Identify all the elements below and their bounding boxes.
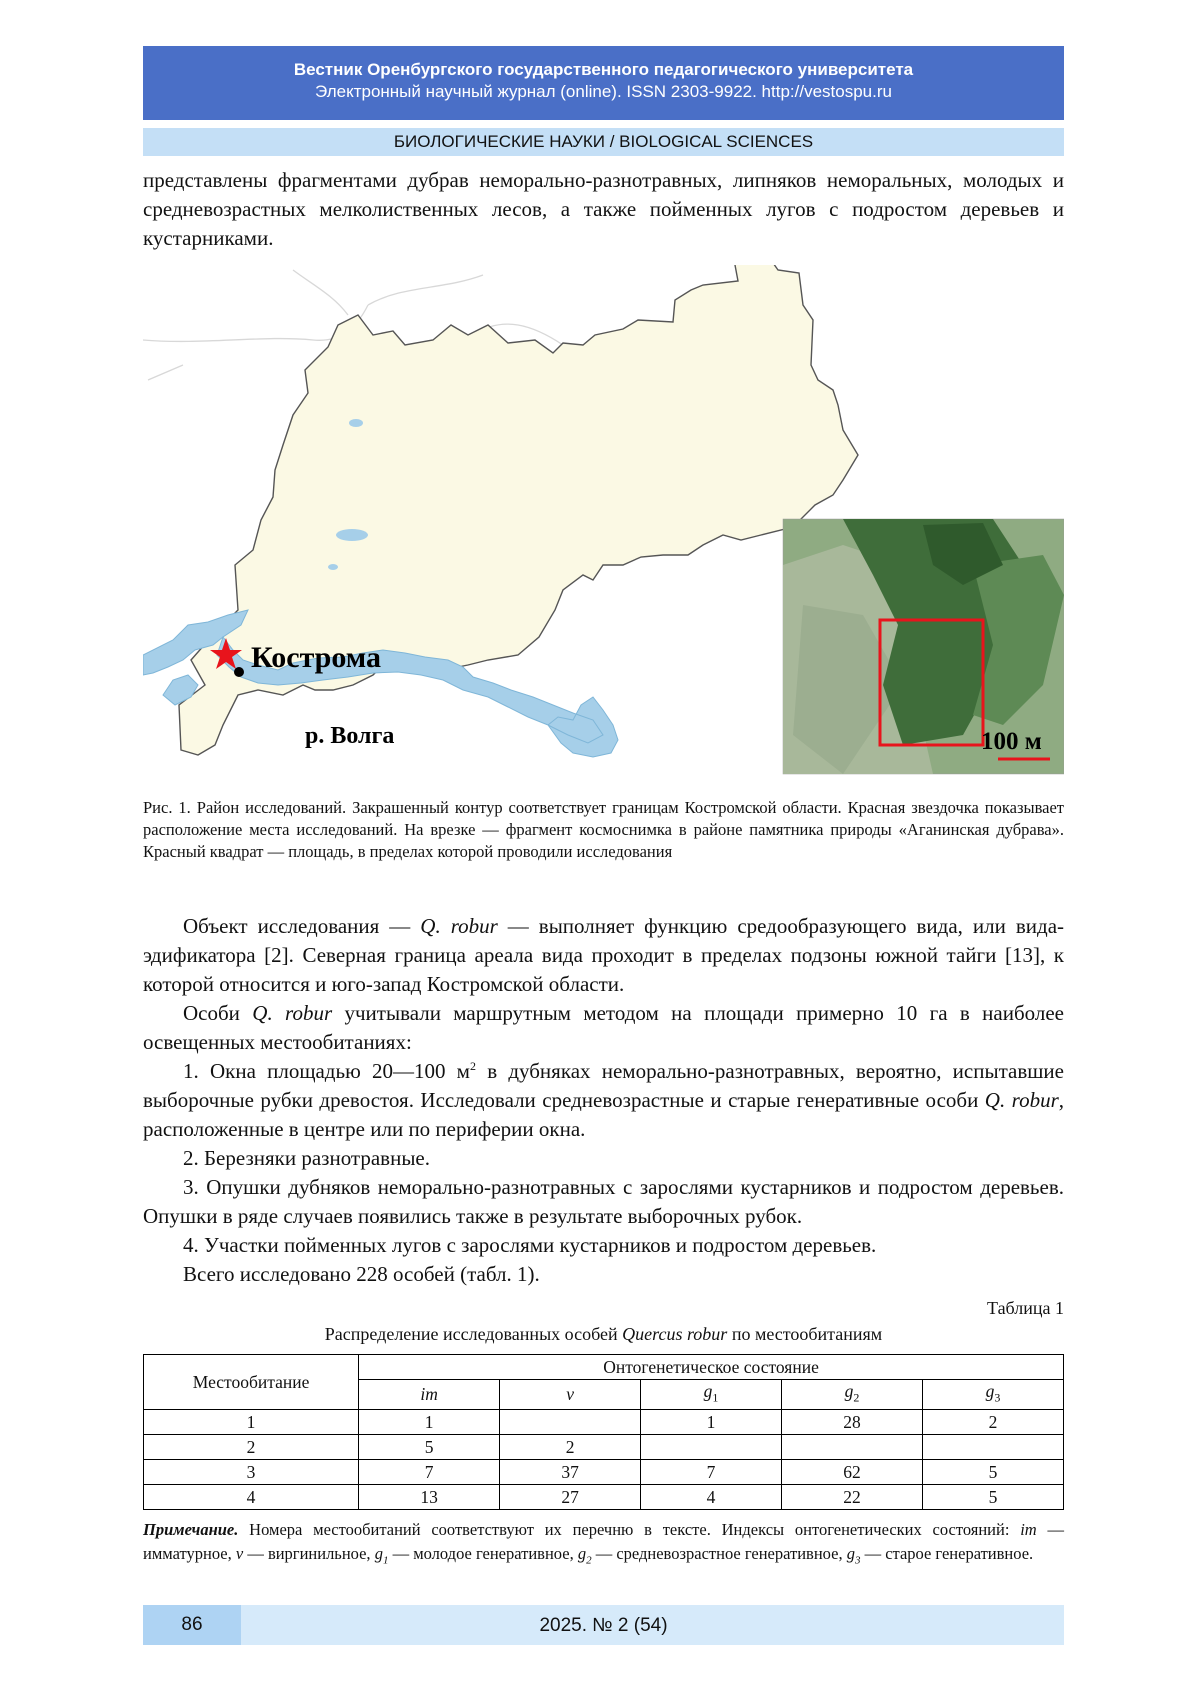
city-dot-icon [234, 667, 244, 677]
body-paragraph-4: 2. Березняки разнотравные. [183, 1146, 431, 1170]
figure-caption: Рис. 1. Район исследований. Закрашенный контур соответствует границам Костромской области. Красная звездочка показывает расположение места исследований. На врезке — фрагмент космоснимка в районе памятника природы «Аганинская дубрава». Красный квадрат — площадь, в пределах которой проводили исследования [143, 798, 1064, 861]
intro-paragraph [143, 166, 1064, 253]
table-cell: 5 [923, 1459, 1064, 1484]
table-cell [500, 1409, 641, 1434]
city-label: Кострома [251, 641, 382, 674]
table-cell: 5 [923, 1484, 1064, 1509]
table-cell: 2 [500, 1434, 641, 1459]
col-header-habitat: Местообитание [144, 1355, 359, 1410]
body-text [143, 912, 1064, 1289]
bg-boundary-line [368, 275, 483, 305]
table-cell [641, 1434, 782, 1459]
table-cell: 2 [923, 1409, 1064, 1434]
table-cell: 27 [500, 1484, 641, 1509]
lake [328, 564, 338, 570]
table-cell: 7 [359, 1459, 500, 1484]
body-paragraph-5: 3. Опушки дубняков неморально-разнотравных с зарослями кустарников и подростом деревьев. Опушки в ряде случаев появились также в результате выборочных рубок. [143, 1175, 1064, 1228]
col-header-v: v [500, 1380, 641, 1410]
issue-label: 2025. № 2 (54) [539, 1615, 668, 1636]
table-row [144, 1409, 1064, 1434]
scale-label: 100 м [981, 728, 1042, 755]
table-cell: 5 [359, 1434, 500, 1459]
journal-title: Вестник Оренбургского государственного педагогического университета [293, 60, 914, 79]
table-cell: 37 [500, 1459, 641, 1484]
body-paragraph-2: Особи Q. robur учитывали маршрутным методом на площади примерно 10 га в наиболее освещенных местообитаниях: [143, 1001, 1064, 1054]
body-paragraph-7: Всего исследовано 228 особей (табл. 1). [183, 1262, 540, 1286]
satellite-inset [783, 519, 1064, 774]
journal-header [143, 46, 1064, 120]
col-header-g2: $g_2$ [782, 1380, 923, 1410]
body-paragraph-3: 1. Окна площадью 20—100 $м^2$ в дубняках неморально-разнотравных, вероятно, испытавшие выборочные рубки древостоя. Исследовали средневозрастные и старые генеративные особи Q. robur, расположенные в центре или по периферии окна. [143, 1059, 1064, 1141]
body-paragraph-1: Объект исследования — Q. robur — выполняет функцию средообразующего вида, или вида-эдификатора [2]. Северная граница ареала вида проходит в пределах подзоны южной тайги [13], к которой относится и юго-запад Костромской области. [143, 914, 1065, 996]
table-cell: 1 [144, 1409, 359, 1434]
bg-boundary-line [148, 365, 183, 380]
river-label: р. Волга [305, 723, 395, 749]
table-cell: 22 [782, 1484, 923, 1509]
table-cell: 1 [641, 1409, 782, 1434]
lake [336, 529, 368, 541]
table-cell: 2 [144, 1434, 359, 1459]
col-header-g3: $g_3$ [923, 1380, 1064, 1410]
body-paragraph-6: 4. Участки пойменных лугов с зарослями кустарников и подростом деревьев. [183, 1233, 877, 1257]
table-number: Таблица 1 [987, 1298, 1064, 1318]
table-cell: 4 [144, 1484, 359, 1509]
page-footer [143, 1605, 1064, 1645]
table-note: Примечание. Номера местообитаний соответствуют их перечню в тексте. Индексы онтогенетических состояний: im — имматурное, v — виргинильное, $g_1$ — молодое генеративное, $g_2$ — средневозрастное генеративное, $g_3$ — старое генеративное. [143, 1520, 1065, 1567]
col-header-group: Онтогенетическое состояние [359, 1355, 1064, 1380]
study-area-map [143, 265, 1064, 785]
page-number: 86 [143, 1605, 241, 1645]
journal-subtitle: Электронный научный журнал (online). ISSN 2303-9922. http://vestospu.ru [315, 82, 892, 101]
table-title: Распределение исследованных особей Quercus robur по местообитаниям [324, 1324, 883, 1344]
table-cell [782, 1434, 923, 1459]
col-header-g1: $g_1$ [641, 1380, 782, 1410]
col-header-im: im [359, 1380, 500, 1410]
table-cell: 62 [782, 1459, 923, 1484]
bg-boundary-line [293, 270, 348, 315]
table-cell: 13 [359, 1484, 500, 1509]
table-cell: 3 [144, 1459, 359, 1484]
table-cell: 7 [641, 1459, 782, 1484]
table-cell: 4 [641, 1484, 782, 1509]
table-row [144, 1434, 1064, 1459]
table-cell: 1 [359, 1409, 500, 1434]
section-banner: БИОЛОГИЧЕСКИЕ НАУКИ / BIOLOGICAL SCIENCES [143, 128, 1064, 156]
table-row [144, 1459, 1064, 1484]
table-row [144, 1484, 1064, 1509]
intro-text: представлены фрагментами дубрав неморально-разнотравных, липняков неморальных, молодых и средневозрастных мелколиственных лесов, а также пойменных лугов с подростом деревьев и кустарниками. [143, 168, 1064, 250]
data-table [143, 1354, 1064, 1510]
table-cell [923, 1434, 1064, 1459]
lake [349, 419, 363, 427]
table-cell: 28 [782, 1409, 923, 1434]
